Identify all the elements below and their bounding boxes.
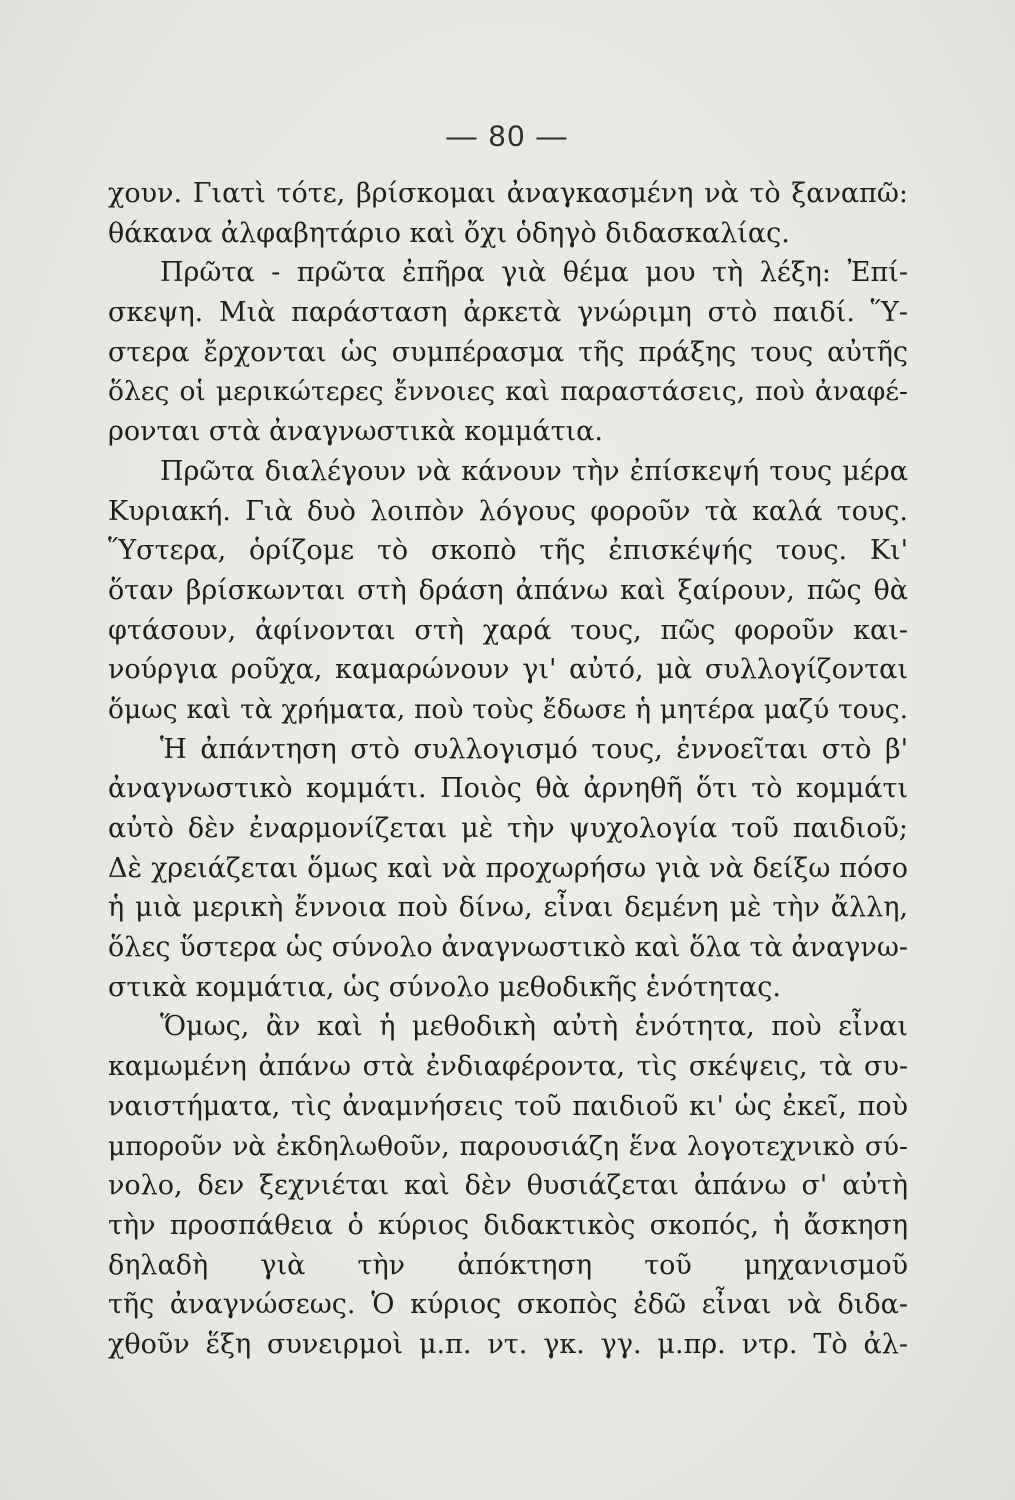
text-line: τὴν προσπάθεια ὁ κύριος διδακτικὸς σκοπός, ἡ ἄσκηση [108,1209,908,1241]
text-line: τῆς ἀναγνώσεως. Ὁ κύριος σκοπὸς ἐδῶ εἶναι νὰ διδα- [108,1289,908,1321]
text-line: νούργια ροῦχα, καμαρώνουν γι' αὐτό, μὰ συλλογίζονται [108,654,908,686]
text-line: χουν. Γιατὶ τότε, βρίσκομαι ἀναγκασμένη νὰ τὸ ξαναπῶ: [108,178,908,209]
text-line: νολο, δεν ξεχνιέται καὶ δὲν θυσιάζεται ἀπάνω σ' αὐτὴ [108,1170,908,1202]
text-line: Ὅμως, ἂν καὶ ἡ μεθοδικὴ αὐτὴ ἑνότητα, ποὺ εἶναι [160,1011,908,1043]
text-line: χθοῦν ἕξη συνειρμοὶ μ.π. ντ. γκ. γγ. μ.πρ. ντρ. Τὸ ἀλ- [108,1328,908,1360]
text-line: θάκανα ἀλφαβητάριο καὶ ὄχι ὁδηγὸ διδασκαλίας. [108,217,790,249]
text-line: μποροῦν νὰ ἐκδηλωθοῦν, παρουσιάζη ἕνα λογοτεχνικὸ σύ- [108,1130,908,1162]
page-number: — 80 — [446,120,569,153]
text-line: δηλαδὴ γιὰ τὴν ἀπόκτηση τοῦ μηχανισμοῦ [108,1249,908,1281]
text-line: ἀναγνωστικὸ κομμάτι. Ποιὸς θὰ ἀρνηθῆ ὅτι τὸ κομμάτι [108,773,908,805]
text-line: ἡ μιὰ μερικὴ ἔννοια ποὺ δίνω, εἶναι δεμένη μὲ τὴν ἄλλη, [108,892,908,924]
text-line: ὅλες ὕστερα ὡς σύνολο ἀναγνωστικὸ καὶ ὅλα τὰ ἀναγνω- [108,932,908,964]
text-line: φτάσουν, ἀφίνονται στὴ χαρά τους, πῶς φοροῦν και- [108,614,908,646]
text-line: ναιστήματα, τὶς ἀναμνήσεις τοῦ παιδιοῦ κι' ὡς ἐκεῖ, ποὺ [108,1090,908,1122]
text-line: Δὲ χρειάζεται ὅμως καὶ νὰ προχωρήσω γιὰ νὰ δείξω πόσο [108,852,908,884]
text-line: καμωμένη ἀπάνω στὰ ἐνδιαφέροντα, τὶς σκέψεις, τὰ συ- [108,1051,908,1083]
text-line: Ὕστερα, ὁρίζομε τὸ σκοπὸ τῆς ἐπισκέψής τους. Κι' [108,535,908,567]
text-line: Κυριακή. Γιὰ δυὸ λοιπὸν λόγους φοροῦν τὰ καλά τους. [108,495,908,527]
body-text [108,174,908,1365]
text-line: στικὰ κομμάτια, ὡς σύνολο μεθοδικῆς ἑνότητας. [108,971,781,1003]
text-line: Ἡ ἀπάντηση στὸ συλλογισμό τους, ἐννοεῖται στὸ β' [160,733,908,765]
text-line: σκεψη. Μιὰ παράσταση ἀρκετὰ γνώριμη στὸ παιδί. Ὕ- [108,297,908,329]
text-line: ὅμως καὶ τὰ χρήματα, ποὺ τοὺς ἔδωσε ἡ μητέρα μαζύ τους. [108,693,908,725]
text-line: ὅταν βρίσκωνται στὴ δράση ἀπάνω καὶ ξαίρουν, πῶς θὰ [108,574,908,606]
text-line: Πρῶτα - πρῶτα ἐπῆρα γιὰ θέμα μου τὴ λέξη: Ἐπί- [160,257,908,289]
text-line: ὅλες οἱ μερικώτερες ἔννοιες καὶ παραστάσεις, ποὺ ἀναφέ- [108,376,908,408]
text-line: Πρῶτα διαλέγουν νὰ κάνουν τὴν ἐπίσκεψή τους μέρα [160,455,908,487]
text-line: ρονται στὰ ἀναγνωστικὰ κομμάτια. [108,416,603,448]
text-line: στερα ἔρχονται ὡς συμπέρασμα τῆς πράξης τους αὐτῆς [108,336,908,368]
text-line: αὐτὸ δὲν ἐναρμονίζεται μὲ τὴν ψυχολογία τοῦ παιδιοῦ; [108,813,908,844]
